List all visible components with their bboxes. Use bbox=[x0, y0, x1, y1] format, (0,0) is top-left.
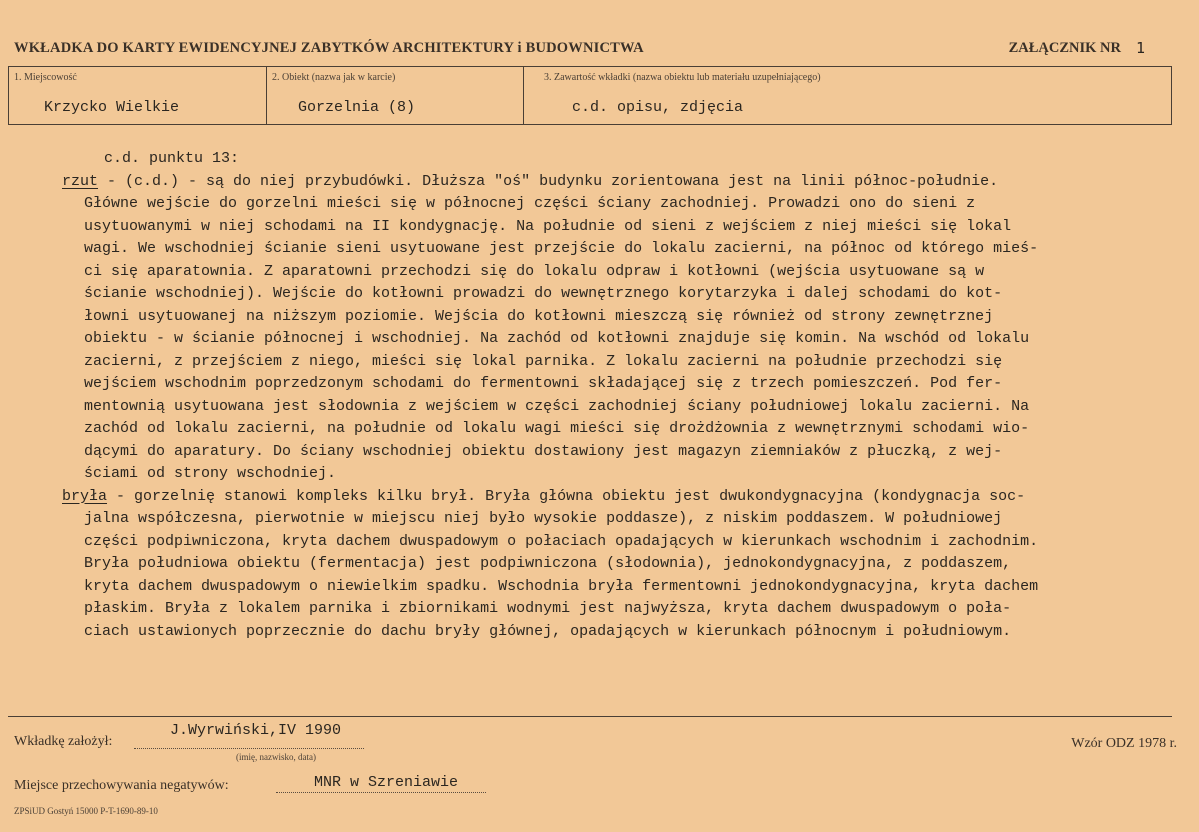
object-label: 2. Obiekt (nazwa jak w karcie) bbox=[272, 72, 396, 83]
rzut-line: zachód od lokalu zacierni, na południe od lokalu wagi mieści się drożdżownia z wewnętrznymi schodami wio- bbox=[84, 420, 1030, 437]
negatives-label: Miejsce przechowywania negatywów: bbox=[14, 778, 229, 793]
body-bottom-rule bbox=[8, 716, 1172, 717]
rzut-line: mentownią usytuowana jest słodownia z wejściem w części zachodniej ściany południowej lokalu zacierni. Na bbox=[84, 397, 1030, 415]
form-title: WKŁADKA DO KARTY EWIDENCYJNEJ ZABYTKÓW ARCHITEKTURY i BUDOWNICTWA bbox=[14, 40, 644, 56]
bryla-first-line bbox=[62, 486, 1172, 509]
content-label: 3. Zawartość wkładki (nazwa obiektu lub materiału uzupełniającego) bbox=[544, 72, 821, 83]
fields-left-border bbox=[8, 66, 9, 124]
founded-label: Wkładkę założył: bbox=[14, 734, 113, 749]
intro-line: c.d. punktu 13: bbox=[104, 150, 240, 167]
rzut-line: ścianie wschodniej). Wejście do kotłowni prowadzi do wewnętrznego korytarzyka i dalej schodami do kot- bbox=[84, 285, 1003, 302]
fields-divider-1 bbox=[266, 66, 267, 124]
rzut-line: zacierni, z przejściem z niego, mieści się lokal parnika. Z lokalu zacierni na południe przechodzi się bbox=[84, 352, 1003, 370]
negatives-value: MNR w Szreniawie bbox=[314, 774, 459, 791]
bryla-keyword: bryła bbox=[62, 487, 108, 505]
locality-value: Krzycko Wielkie bbox=[44, 99, 180, 116]
rzut-first-text: - (c.d.) - są do niej przybudówki. Dłuższa "oś" budynku zorientowana jest na linii północ-południe. bbox=[98, 172, 999, 190]
bryla-line: kryta dachem dwuspadowym o niewielkim spadku. Wschodnia bryła fermentowni jednokondygnacyjna, kryta dachem bbox=[84, 577, 1039, 595]
rzut-line: ściami od strony wschodniej. bbox=[84, 465, 337, 482]
rzut-first-line bbox=[62, 171, 1172, 194]
fields-right-border bbox=[1171, 66, 1172, 124]
printer-note: ZPSiUD Gostyń 15000 P-T-1690-89-10 bbox=[14, 806, 158, 816]
header-rule bbox=[8, 66, 1172, 67]
negatives-dotted-line bbox=[276, 792, 486, 793]
founded-value: J.Wyrwiński,IV 1990 bbox=[170, 722, 342, 739]
founded-dotted-line bbox=[134, 748, 364, 749]
description-body bbox=[62, 148, 1172, 643]
bryla-line: płaskim. Bryła z lokalem parnika i zbiornikami wodnymi jest najwyższa, kryta dachem dwuspadowym o poła- bbox=[84, 600, 1012, 617]
rzut-line: dącymi do aparatury. Do ściany wschodniej obiektu dostawiony jest magazyn ziemniaków z płuczką, z wej- bbox=[84, 442, 1003, 460]
attachment-label: ZAŁĄCZNIK NR bbox=[1008, 40, 1121, 56]
attachment-number: 1 bbox=[1135, 39, 1145, 57]
rzut-line: łowni usytuowanej na niższym poziomie. Wejścia do kotłowni mieszczą się również od strony zewnętrznej bbox=[84, 307, 994, 325]
rzut-keyword: rzut bbox=[62, 172, 99, 190]
object-value: Gorzelnia (8) bbox=[298, 99, 416, 116]
form-version: Wzór ODZ 1978 r. bbox=[1071, 736, 1177, 751]
bryla-line: Bryła południowa obiektu (fermentacja) jest podpiwniczona (słodownia), jednokondygnacyjna, z poddaszem, bbox=[84, 555, 1012, 572]
fields-bottom-rule bbox=[8, 124, 1172, 125]
locality-label: 1. Miejscowość bbox=[14, 72, 77, 83]
rzut-line: wejściem wschodnim poprzedzonym schodami do fermentowni składającej się z trzech pomieszczeń. Pod fer- bbox=[84, 375, 1003, 392]
rzut-line: usytuowanymi w niej schodami na II kondygnację. Na południe od sieni z wejściem z niej mieści się lokal bbox=[84, 217, 1012, 235]
rzut-line: obiektu - w ścianie północnej i wschodniej. Na zachód od kotłowni znajduje się komin. Na wschód od lokalu bbox=[84, 330, 1030, 347]
bryla-line: jalna współczesna, pierwotnie w miejscu niej było wysokie poddasze), z niskim poddaszem. W południowej bbox=[84, 510, 1003, 527]
rzut-line: Główne wejście do gorzelni mieści się w północnej części ściany zachodniej. Prowadzi ono do sieni z bbox=[84, 195, 976, 212]
content-value: c.d. opisu, zdjęcia bbox=[572, 99, 744, 116]
bryla-line: części podpiwniczona, kryta dachem dwuspadowym o połaciach opadających w kierunkach wschodnim i zachodnim. bbox=[84, 532, 1039, 550]
founded-note: (imię, nazwisko, data) bbox=[236, 752, 316, 762]
rzut-line: wagi. We wschodniej ścianie sieni usytuowane jest przejście do lokalu zacierni, na północ od którego mieś- bbox=[84, 240, 1039, 257]
bryla-line: ciach ustawionych poprzecznie do dachu bryły głównej, opadających w kierunkach północnym i południowym. bbox=[84, 622, 1012, 640]
bryla-first-text: - gorzelnię stanowi kompleks kilku brył. Bryła główna obiektu jest dwukondygnacyjna (kondygnacja soc- bbox=[107, 487, 1026, 505]
rzut-line: ci się aparatownia. Z aparatowni przechodzi się do lokalu odpraw i kotłowni (wejścia usytuowane są w bbox=[84, 262, 985, 280]
fields-divider-2 bbox=[523, 66, 524, 124]
